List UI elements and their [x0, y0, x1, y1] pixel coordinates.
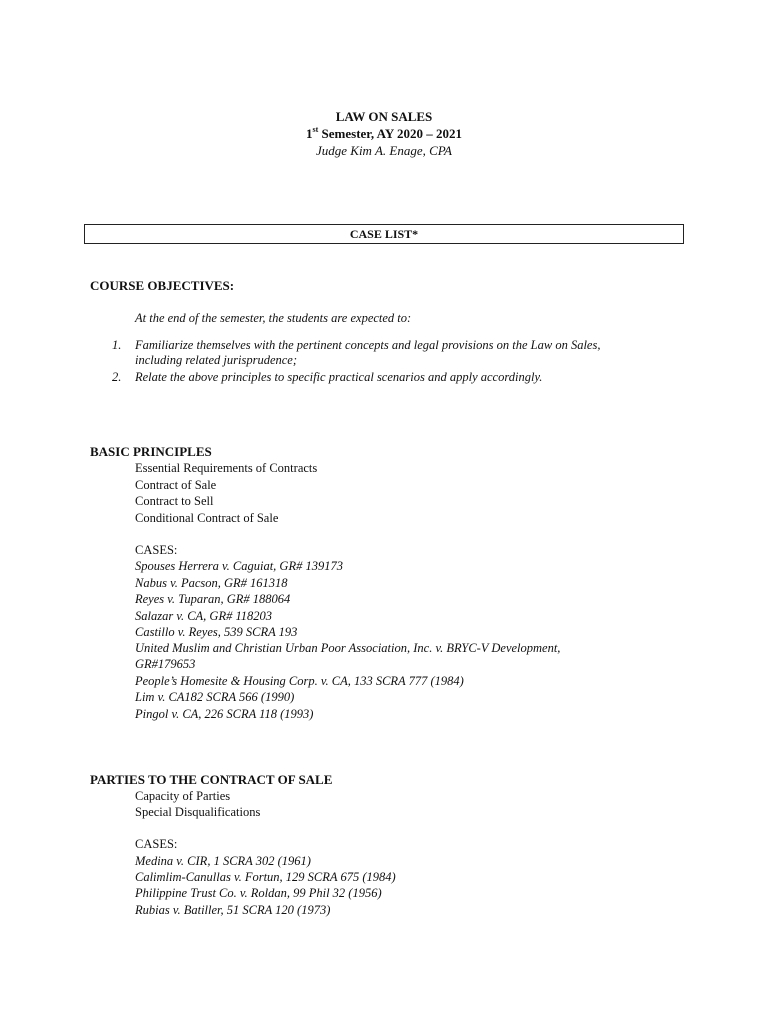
parties-heading: PARTIES TO THE CONTRACT OF SALE [90, 772, 333, 787]
objectives-heading: COURSE OBJECTIVES: [90, 278, 235, 293]
case-item-cont: GR#179653 [135, 657, 196, 671]
topic-item: Essential Requirements of Contracts [135, 461, 318, 475]
case-item: United Muslim and Christian Urban Poor Association, Inc. v. BRYC-V Development, [135, 641, 561, 655]
case-item: Rubias v. Batiller, 51 SCRA 120 (1973) [135, 903, 331, 917]
objective-text-cont: including related jurisprudence; [135, 353, 298, 367]
instructor-name: Judge Kim A. Enage, CPA [315, 143, 452, 158]
basic-principles-heading: BASIC PRINCIPLES [90, 444, 212, 459]
case-item: Castillo v. Reyes, 539 SCRA 193 [135, 625, 298, 639]
semester-rest: Semester, AY 2020 – 2021 [318, 126, 462, 141]
case-item: Calimlim-Canullas v. Fortun, 129 SCRA 675 (1984) [135, 870, 396, 884]
case-item: Medina v. CIR, 1 SCRA 302 (1961) [135, 854, 311, 868]
case-list-box: CASE LIST* [84, 224, 684, 244]
topic-item: Capacity of Parties [135, 789, 231, 803]
semester-ordinal: st [312, 125, 319, 134]
objective-text: Relate the above principles to specific practical scenarios and apply accordingly. [135, 370, 543, 384]
topic-item: Conditional Contract of Sale [135, 511, 279, 525]
document-title: LAW ON SALES [335, 109, 433, 124]
case-item: Nabus v. Pacson, GR# 161318 [135, 576, 288, 590]
case-item: Salazar v. CA, GR# 118203 [135, 609, 273, 623]
case-item: Reyes v. Tuparan, GR# 188064 [135, 592, 291, 606]
semester-line [0, 126, 768, 142]
topic-item: Contract of Sale [135, 478, 217, 492]
case-item: Pingol v. CA, 226 SCRA 118 (1993) [135, 707, 314, 721]
case-item: Spouses Herrera v. Caguiat, GR# 139173 [135, 559, 343, 573]
cases-label: CASES: [135, 543, 178, 557]
objective-number: 2. [112, 370, 122, 384]
case-item: Philippine Trust Co. v. Roldan, 99 Phil 32 (1956) [135, 886, 382, 900]
objectives-intro: At the end of the semester, the students are expected to: [135, 311, 412, 325]
case-item: Lim v. CA182 SCRA 566 (1990) [135, 690, 295, 704]
objective-text: Familiarize themselves with the pertinent concepts and legal provisions on the Law on Sales, [135, 338, 601, 352]
topic-item: Contract to Sell [135, 494, 214, 508]
semester-prefix: 1 [306, 126, 313, 141]
case-item: People’s Homesite & Housing Corp. v. CA, 133 SCRA 777 (1984) [135, 674, 464, 688]
objective-number: 1. [112, 338, 122, 352]
topic-item: Special Disqualifications [135, 805, 261, 819]
cases-label: CASES: [135, 837, 178, 851]
